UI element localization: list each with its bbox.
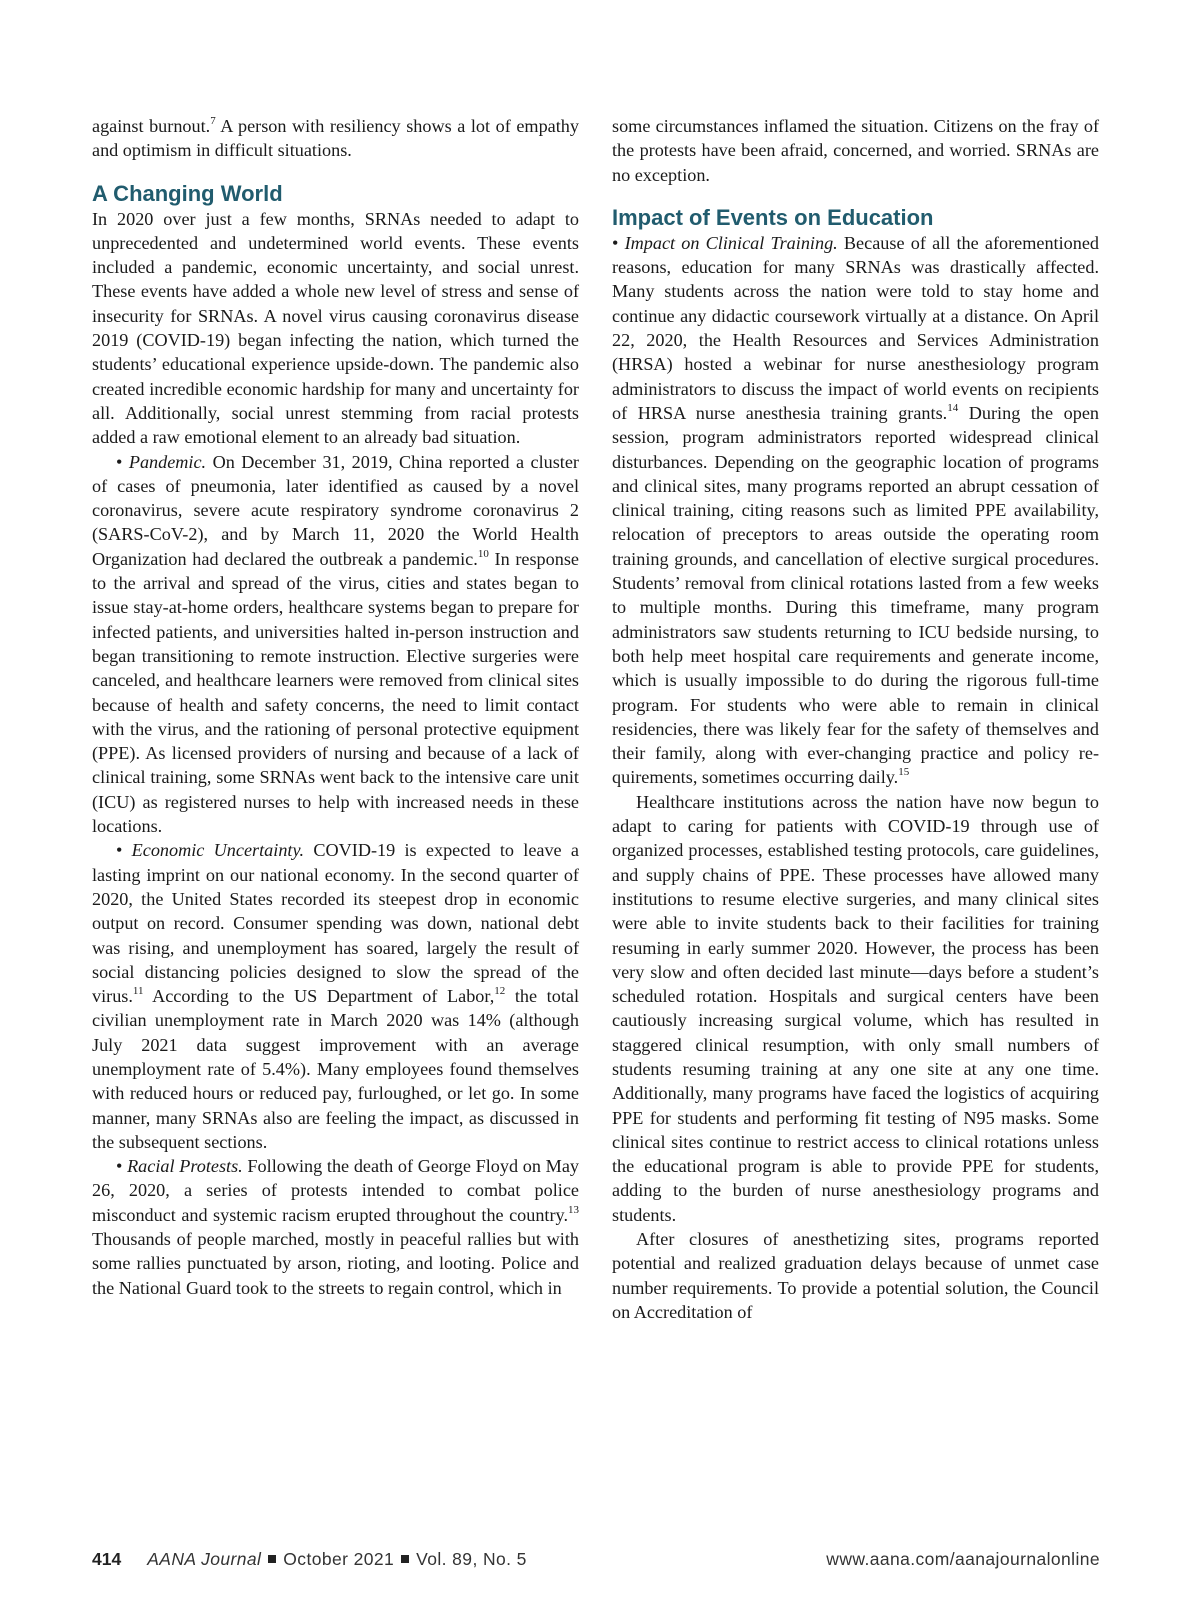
text-run: During the open session, program administrators reported widespread clinical disturbances. Depending on the geographic location of programs and clinical sites, many programs reported an abrupt cessation of clinical training, citing reasons such as limited PPE availability, relocation of preceptors to areas outside the operating room training grounds, and cancellation of elective surgical procedures. Students’ removal from clinical rotations lasted from a few weeks to multiple months. During this timeframe, many program administrators saw students returning to ICU bedside nursing, to both help meet hospital care requirements and generate income, which is usually impossible to do during the rigorous full-time program. For students who were able to remain in clinical residencies, there was likely fear for the safety of themselves and their family, along with ever-changing practice and policy requirements, sometimes occurring daily. [612,402,1100,788]
square-separator-icon [268,1555,276,1563]
text-run: Following the death of George Floyd on May 26, 2020, a series of protests intended to combat police misconduct and systemic racism erupted throughout the country. [92,1156,579,1225]
run-in-heading-clinical-training: Impact on Clinical Training. [624,232,838,253]
bullet: • [116,1156,128,1177]
run-in-heading-economic: Economic Uncertainty. [131,840,305,861]
section-heading-impact-education: Impact of Events on Education [612,204,934,230]
run-in-heading-pandemic: Pandemic. [128,451,207,472]
citation-15[interactable]: 15 [898,766,910,779]
text-run: Because of all the aforementioned reasons, education for many SRNAs was drastically affected. Many students across the nation were told to stay home and continue any didactic coursework virtually at a distance. On April 22, 2020, the Health Resources and Services Administration (HRSA) hosted a webinar for nurse anesthesiology program administrators to discuss the impact of world events on recipients of HRSA nurse anesthesia training grants. [612,232,1100,423]
paragraph-pandemic [92,450,579,839]
citation-12[interactable]: 12 [494,985,506,998]
paragraph-healthcare-institutions: Healthcare institutions across the nation have now begun to adapt to caring for patients with COVID-19 through use of organized processes, established testing protocols, care guidelines, and supply chains of PPE. These processes have allowed many institutions to resume elective surgeries, and many clinical sites were able to invite students back to their facilities for training resuming in early summer 2020. However, the process has been very slow and often decided last minute—days before a student’s scheduled rotation. Hospitals and surgical centers have been cautiously increasing surgical volume, which has resulted in staggered clinical resumption, with only small numbers of students resuming training at any one site at any one time. Additionally, many programs have faced the logistics of acquiring PPE for students and performing fit testing of N95 masks. Some clinical sites continue to restrict access to clinical rotations unless the educational program is able to provide PPE for students, adding to the burden of nurse anesthesiology programs and students. [612,791,1099,1225]
square-separator-icon [401,1555,409,1563]
text-run: On December 31, 2019, China reported a cluster of cases of pneumonia, later identified as caused by a novel coronavirus, severe acute respiratory syndrome coronavirus 2 (SARS-CoV-2), and by March 11, 2020 the World Health Organization had declared the outbreak a pandemic. [92,451,579,569]
text-run: In response to the arrival and spread of the virus, cities and states began to issue stay-at-home orders, healthcare systems began to prepare for infected patients, and universities halted in-person instruction and began transitioning to remote instruction. Elective surgeries were canceled, and healthcare learners were removed from clinical sites because of health and safety concerns, the need to limit contact with the virus, and the rationing of personal protective equipment (PPE). As licensed providers of nursing and because of a lack of clinical training, some SRNAs went back to the intensive care unit (ICU) as registered nurses to help with increased needs in these locations. [92,548,579,837]
citation-13[interactable]: 13 [568,1203,579,1216]
footer-citation [92,1549,527,1570]
paragraph-burnout [92,114,579,163]
text-run: Thousands of people marched, mostly in peaceful rallies but with some rallies punctuated by arson, rioting, and looting. Police and the National Guard took to the streets to regain control, which in [92,1229,579,1298]
text-run: According to the US Department of Labor, [143,986,495,1007]
bullet: • [612,232,625,253]
citation-10[interactable]: 10 [477,547,489,560]
run-in-heading-racial: Racial Protests. [127,1156,243,1177]
paragraph-clinical-training [612,231,1099,790]
citation-7[interactable]: 7 [210,114,216,127]
left-column [92,114,579,1300]
right-column [612,114,1099,1324]
citation-11[interactable]: 11 [132,985,144,998]
paragraph-intro-2020: In 2020 over just a few months, SRNAs needed to adapt to unprecedented and undetermined world events. These events included a pandemic, economic uncertainty, and social unrest. These events have added a whole new level of stress and sense of insecurity for SRNAs. A novel virus causing coronavirus disease 2019 (COVID-19) began infecting the nation, which turned the students’ educational experience upside-down. The pandemic also created incredible economic hardship for many and uncertainty for all. Additionally, social unrest stemming from racial protests added a raw emotional element to an already bad situation. [92,208,579,448]
section-heading-changing-world: A Changing World [92,180,283,206]
paragraph-economic-uncertainty [92,838,579,1154]
text-run: against burnout. [92,116,211,136]
bullet: • [116,840,132,861]
paragraph-graduation-delays: After closures of anesthetizing sites, programs reported potential and realized graduation delays because of unmet case number requirements. To provide a potential solution, the Council on Accreditation of [612,1229,1099,1322]
journal-url-link[interactable]: www.aana.com/aanajournalonline [826,1549,1100,1569]
journal-name: AANA Journal [147,1549,262,1569]
text-run: A person with resiliency shows a lot of empathy and optimism in difficult situations. [92,116,579,161]
text-run: COVID-19 is expected to leave a lasting imprint on our national economy. In the second quarter of 2020, the United States recorded its steepest drop in economic output on record. Consumer spending was down, national debt was rising, and unemployment has soared, largely the result of social distancing policies designed to slow the spread of the virus. [92,840,579,1007]
issue-date: October 2021 [283,1549,395,1569]
text-run: the total civilian unemployment rate in March 2020 was 14% (although July 2021 data suggest improvement with an average unemployment rate of 5.4%). Many employees found themselves with reduced hours or reduced pay, furloughed, or let go. In some manner, many SRNAs also are feeling the impact, as discussed in the subsequent sections. [92,986,580,1152]
volume-number: Vol. 89, No. 5 [416,1549,527,1569]
page-number: 414 [92,1549,122,1569]
page-footer [92,1549,1100,1573]
paragraph-racial-protests [92,1154,579,1300]
paragraph-protests-continued: some circumstances inflamed the situation. Citizens on the fray of the protests have been afraid, concerned, and worried. SRNAs are no exception. [612,116,1099,185]
citation-14[interactable]: 14 [947,401,959,414]
bullet: • [116,451,129,472]
